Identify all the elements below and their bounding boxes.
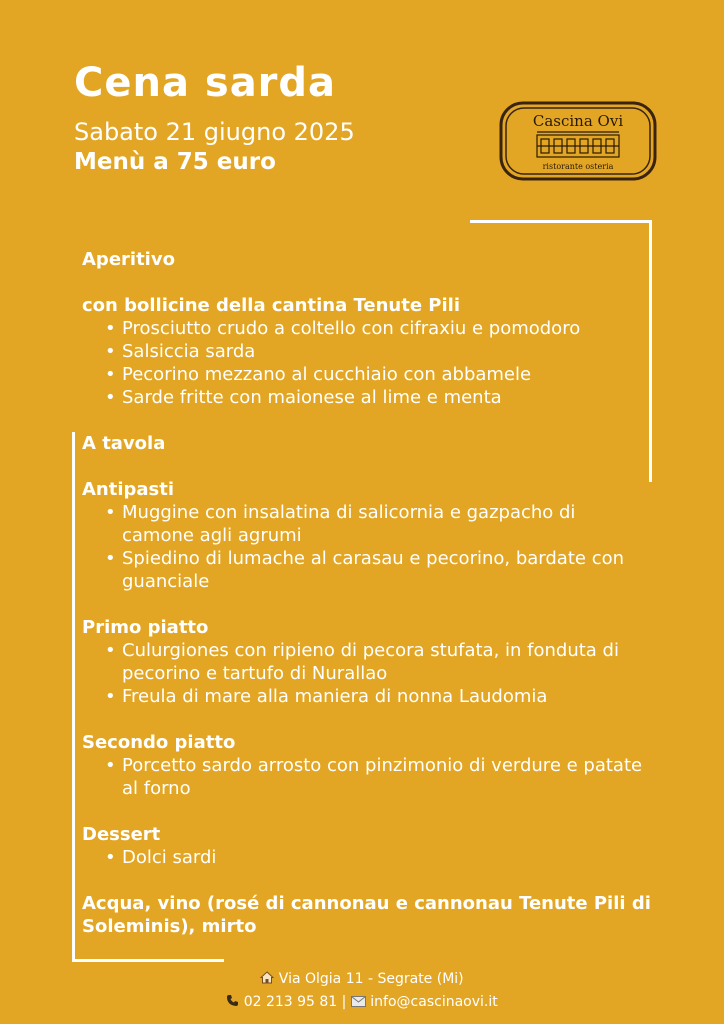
phone-number[interactable]: 02 213 95 81 [243, 994, 338, 1010]
a-tavola-heading: A tavola [82, 433, 166, 454]
list-item: • Muggine con insalatina di salicornia e gazpacho di camone agli agrumi [122, 501, 652, 547]
menu-price: Menù a 75 euro [74, 149, 276, 175]
primo-list [82, 639, 652, 708]
page-title: Cena sarda [74, 60, 337, 106]
list-item: • Salsiccia sarda [122, 340, 652, 363]
logo-name: Cascina Ovi [532, 112, 624, 130]
list-item: • Freula di mare alla maniera di nonna Laudomia [122, 685, 652, 708]
footer-contacts [0, 994, 724, 1010]
list-item: • Pecorino mezzano al cucchiaio con abbamele [122, 363, 652, 386]
logo-tagline: ristorante osteria [542, 162, 614, 171]
frame-line-bottom [72, 959, 224, 962]
phone-icon [226, 994, 239, 1010]
aperitivo-heading: Aperitivo [82, 249, 175, 270]
drinks-line: Acqua, vino (rosé di cannonau e cannonau Tenute Pili di Soleminis), mirto [82, 893, 651, 937]
dessert-heading: Dessert [82, 824, 161, 845]
address-text: Via Olgia 11 - Segrate (Mi) [278, 971, 464, 987]
list-item: • Culurgiones con ripieno di pecora stufata, in fonduta di pecorino e tartufo di Nurallao [122, 639, 652, 685]
secondo-list [82, 754, 652, 800]
aperitivo-list [82, 317, 652, 409]
list-item: • Dolci sardi [122, 846, 652, 869]
antipasti-list [82, 501, 652, 593]
list-item: • Prosciutto crudo a coltello con cifraxiu e pomodoro [122, 317, 652, 340]
antipasti-heading: Antipasti [82, 479, 175, 500]
menu-body [82, 248, 652, 938]
separator: | [341, 994, 347, 1010]
event-date: Sabato 21 giugno 2025 [74, 118, 355, 146]
list-item: • Sarde fritte con maionese al lime e menta [122, 386, 652, 409]
list-item: • Porcetto sardo arrosto con pinzimonio di verdure e patate al forno [122, 754, 652, 800]
frame-line-left [72, 432, 75, 962]
restaurant-logo [497, 99, 659, 183]
footer-address [0, 971, 724, 987]
frame-line-top [470, 220, 652, 223]
primo-heading: Primo piatto [82, 617, 209, 638]
aperitivo-subheading: con bollicine della cantina Tenute Pili [82, 295, 460, 316]
secondo-heading: Secondo piatto [82, 732, 236, 753]
house-icon [260, 971, 274, 987]
list-item: • Spiedino di lumache al carasau e pecorino, bardate con guanciale [122, 547, 652, 593]
dessert-list [82, 846, 652, 869]
email-link[interactable]: info@cascinaovi.it [370, 994, 498, 1010]
envelope-icon [351, 994, 366, 1010]
